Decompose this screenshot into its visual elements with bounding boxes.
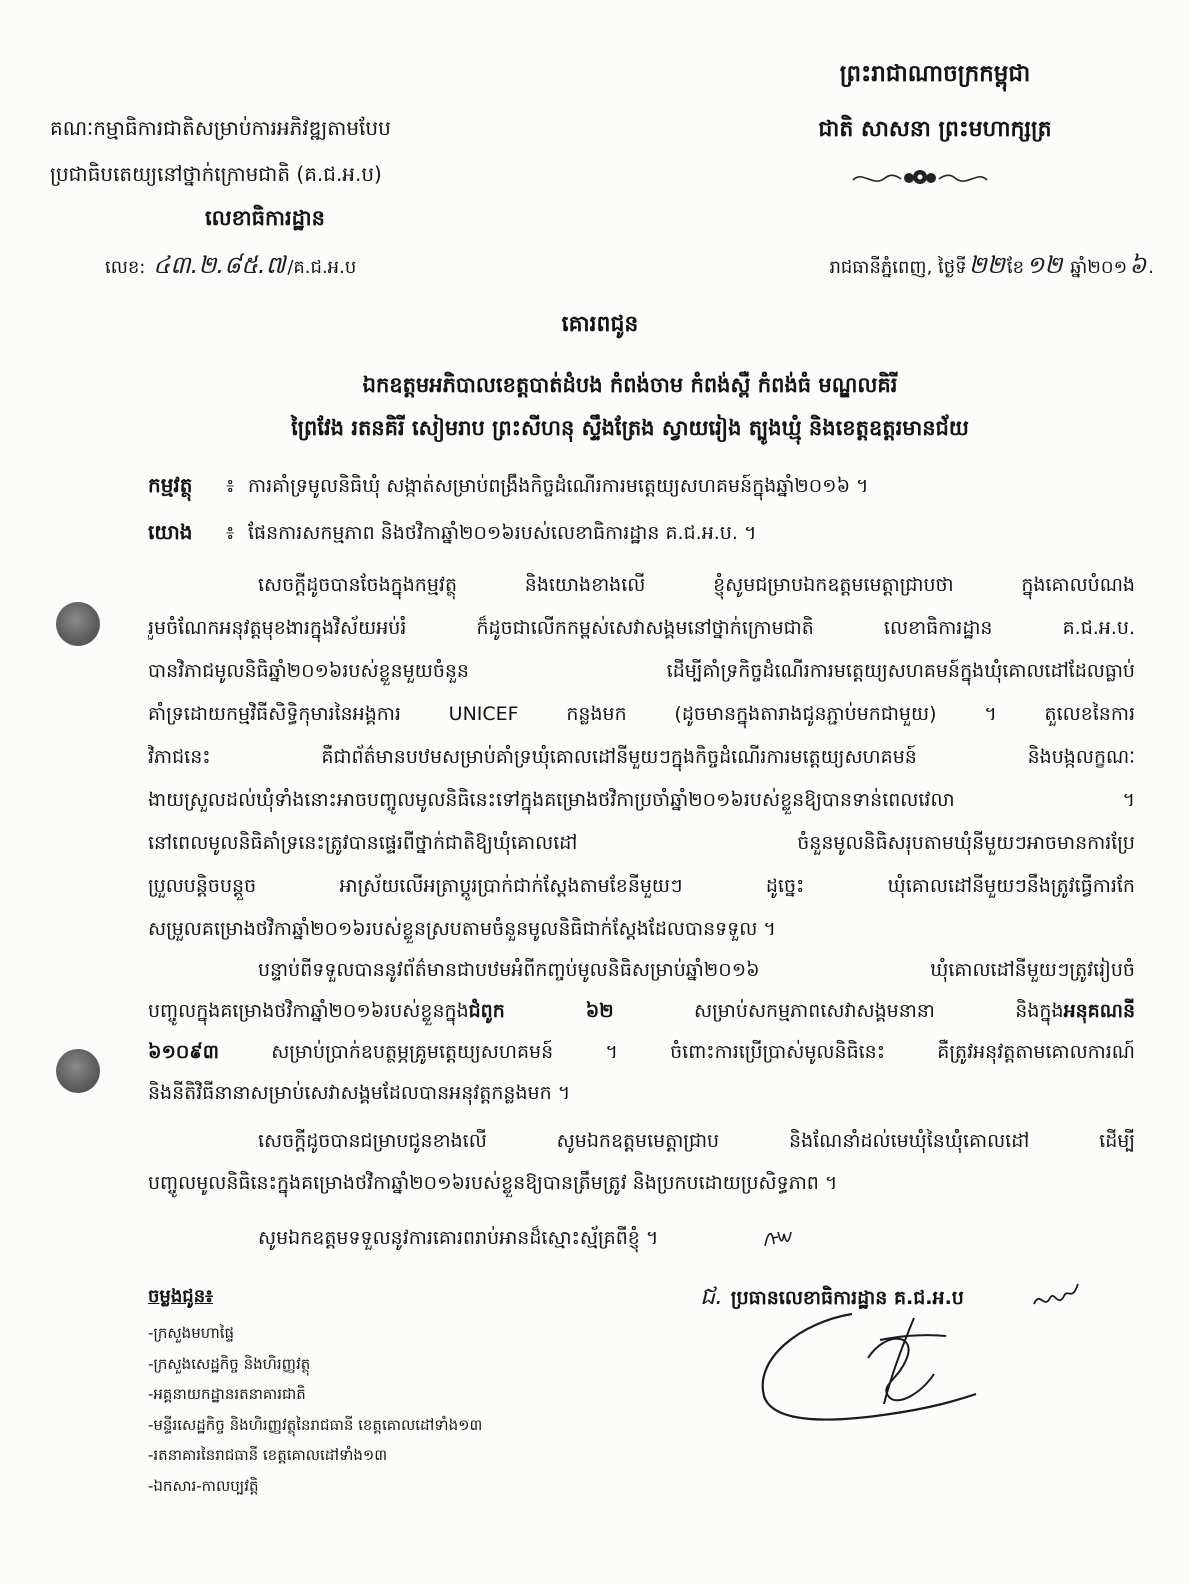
reference-line <box>148 514 1138 551</box>
national-motto: ជាតិ សាសនា ព្រះមហាក្សត្រ <box>818 117 1052 142</box>
paragraph-line: ងាយស្រួលដល់ឃុំទាំងនោះអាចបញ្ចូលមូលនិធិនេះទៅក្នុងគម្រោងថវិកាប្រចាំឆ្នាំ២០១៦របស់ខ្លួនឱ្យបានទាន់ពេលវេលា ។ <box>148 789 1135 811</box>
paragraph-line <box>148 1032 1135 1073</box>
reference-number-label: លេខ: <box>105 257 146 278</box>
paragraph-line: សេចក្តីដូចបានចែងក្នុងកម្មវត្ថុ និងយោងខាងលើ ខ្ញុំសូមជម្រាបឯកឧត្តមមេត្តាជ្រាបថា ក្នុងគោលបំណង <box>258 574 1135 596</box>
text-segment: សម្រាប់សកម្មភាពសេវាសង្គមនានា និងក្នុង <box>613 1000 1064 1022</box>
paragraph-line: គាំទ្រដោយកម្មវិធីសិទ្ធិកុមារនៃអង្គការ UNICEF កន្លងមក (ដូចមានក្នុងតារាងជូនភ្ជាប់មកជាមួយ) ។ តួលេខនៃការ <box>148 703 1135 725</box>
department-name: លេខាធិការដ្ឋាន <box>205 206 325 230</box>
letter-date <box>676 247 1154 286</box>
cc-title: ចម្លងជូន៖ <box>148 1286 214 1307</box>
recipients-line-1: ឯកឧត្តមអភិបាលខេត្តបាត់ដំបង កំពង់ចាម កំពង់ស្ពឺ កំពង់ធំ មណ្ឌលគិរី <box>362 373 898 397</box>
organisation-name-line-1: គណៈកម្មាធិការជាតិសម្រាប់ការអភិវឌ្ឍតាមបែប <box>50 116 391 140</box>
paragraph-line: រួមចំណែកអនុវត្តមុខងារក្នុងវិស័យអប់រំ ក៏ដូចជាលើកកម្ពស់សេវាសង្គមនៅថ្នាក់ក្រោមជាតិ លេខាធិការដ្ឋាន គ.ជ.អ.ប. <box>148 617 1135 639</box>
text-segment: បញ្ចូលក្នុងគម្រោងថវិកាឆ្នាំ២០១៦របស់ខ្លួនក្នុង <box>148 1000 469 1022</box>
signatory-prefix-handwritten: ជ. <box>700 1282 723 1310</box>
signatory-position: ប្រធានលេខាធិការដ្ឋាន គ.ជ.អ.ប <box>730 1287 964 1309</box>
signatory-initials-icon <box>1030 1280 1082 1316</box>
date-end: . <box>1148 257 1154 278</box>
chapter-number: ជំពូក ៦២ <box>468 1000 614 1022</box>
text-segment: សម្រាប់ប្រាក់ឧបត្ថម្ភគ្រូមត្តេយ្យសហគមន៍ ។ ចំពោះការប្រើប្រាស់មូលនិធិនេះ គឺត្រូវអនុវត្តតាមគោលការណ៍ <box>218 1041 1135 1063</box>
salutation: គោរពជូន <box>561 312 639 337</box>
paragraph-line: ប្រួលបន្តិចបន្តួច អាស្រ័យលើអត្រាប្តូរប្រាក់ជាក់ស្តែងតាមខែនីមួយៗ ដូច្នេះ ឃុំគោលដៅនីមួយៗនឹងត្រូវធ្វើការកែ <box>148 875 1135 897</box>
sub-account-label: អនុគណនី <box>1063 1000 1135 1022</box>
subject-line <box>148 467 1138 504</box>
paragraph-line: និងនីតិវិធីនានាសម្រាប់សេវាសង្គមដែលបានអនុវត្តកន្លងមក ។ <box>148 1082 571 1104</box>
subject-label: កម្មវត្ថុ <box>148 473 193 497</box>
cc-item: -រតនាគារនៃរាជធានី ខេត្តគោលដៅទាំង១៣ <box>148 1446 388 1464</box>
date-day: ២២ <box>968 251 1005 279</box>
paragraph-line: បន្ទាប់ពីទទួលបាននូវព័ត៌មានជាបឋមអំពីកញ្ចប់មូលនិធិសម្រាប់ឆ្នាំ២០១៦ ឃុំគោលដៅនីមួយៗត្រូវរៀបចំ <box>258 959 1135 981</box>
subject-separator: ៖ <box>226 475 235 497</box>
cc-item: -ក្រសួងសេដ្ឋកិច្ច និងហិរញ្ញវត្ថុ <box>148 1354 311 1373</box>
paragraph-line: សេចក្តីដូចបានជម្រាបជូនខាងលើ សូមឯកឧត្តមមេត្តាជ្រាប និងណែនាំដល់មេឃុំនៃឃុំគោលដៅ ដើម្បី <box>258 1130 1135 1152</box>
paragraph-line: បានវិភាជមូលនិធិឆ្នាំ២០១៦របស់ខ្លួនមួយចំនួន ដើម្បីគាំទ្រកិច្ចដំណើរការមត្តេយ្យសហគមន៍ក្នុងឃុំគោលដៅដែលធ្លាប់ <box>148 660 1135 682</box>
date-year-label: ឆ្នាំ២០១ <box>1070 257 1128 278</box>
paragraph-line: វិភាជនេះ គឺជាព័ត៌មានបឋមសម្រាប់គាំទ្រឃុំគោលដៅនីមួយៗក្នុងកិច្ចដំណើរការមត្តេយ្យសហគមន៍ និងបង្កលក្ខណៈ <box>148 746 1135 768</box>
body-paragraph-2 <box>148 950 1135 1114</box>
reference-number <box>105 247 545 286</box>
date-month-label: ខែ <box>1006 257 1025 278</box>
organisation-name-line-2: ប្រជាធិបតេយ្យនៅថ្នាក់ក្រោមជាតិ (គ.ជ.អ.ប) <box>50 162 382 186</box>
punch-hole-bottom <box>56 1049 100 1093</box>
cc-list <box>148 1318 668 1501</box>
date-prefix: រាជធានីភ្នំពេញ, ថ្ងៃទី <box>829 257 967 278</box>
body-paragraph-1 <box>148 564 1135 951</box>
date-year-digit: ៦ <box>1129 251 1147 279</box>
reference-separator: ៖ <box>226 522 235 544</box>
initials-icon <box>762 1224 794 1252</box>
paragraph-line: សម្រួលគម្រោងថវិកាឆ្នាំ២០១៦របស់ខ្លួនស្របតាមចំនួនមូលនិធិជាក់ស្តែងដែលបានទទួល ។ <box>148 918 776 940</box>
reference-text: ផែនការសកម្មភាព និងថវិកាឆ្នាំ២០១៦របស់លេខាធិការដ្ឋាន គ.ជ.អ.ប. ។ <box>248 522 757 544</box>
cc-item: -មន្ទីរសេដ្ឋកិច្ច និងហិរញ្ញវត្ថុនៃរាជធានី ខេត្តគោលដៅទាំង១៣ <box>148 1415 483 1434</box>
sub-account-number: ៦១០៩៣ <box>148 1041 219 1063</box>
reference-label: យោង <box>148 520 193 544</box>
closing-line: សូមឯកឧត្តមទទួលនូវការគោរពរាប់អានដ៏ស្មោះស្ម័គ្រពីខ្ញុំ ។ <box>258 1227 659 1249</box>
punch-hole-top <box>56 602 100 646</box>
subject-text: ការគាំទ្រមូលនិធិឃុំ សង្កាត់សម្រាប់ពង្រឹងកិច្ចដំណើរការមត្តេយ្យសហគមន៍ក្នុងឆ្នាំ២០១៦ ។ <box>248 475 869 497</box>
signature-icon <box>740 1300 1000 1435</box>
paragraph-line: នៅពេលមូលនិធិគាំទ្រនេះត្រូវបានផ្ទេរពីថ្នាក់ជាតិឱ្យឃុំគោលដៅ ចំនួនមូលនិធិសរុបតាមឃុំនីមួយៗអាចមានការប្រែ <box>148 832 1135 854</box>
cc-item: -ក្រសួងមហាផ្ទៃ <box>148 1324 235 1342</box>
paragraph-line: បញ្ចូលមូលនិធិនេះក្នុងគម្រោងថវិកាឆ្នាំ២០១៦របស់ខ្លួនឱ្យបានត្រឹមត្រូវ និងប្រកបដោយប្រសិទ្ធភាព ។ <box>148 1172 838 1194</box>
cc-item: -អគ្គនាយកដ្ឋានរតនាគារជាតិ <box>148 1385 306 1403</box>
ornament-icon <box>845 164 995 192</box>
kingdom-heading: ព្រះរាជាណាចក្រកម្ពុជា <box>839 61 1031 87</box>
reference-number-suffix: /គ.ជ.អ.ប <box>287 257 357 278</box>
date-month: ១២ <box>1026 251 1063 279</box>
recipients-line-2: ព្រៃវែង រតនគិរី សៀមរាប ព្រះសីហនុ ស្ទឹងត្រែង ស្វាយរៀង ត្បូងឃ្មុំ និងខេត្តឧត្តរមានជ័យ <box>291 416 969 440</box>
paragraph-line <box>148 991 1135 1032</box>
reference-number-handwritten: ៤៣.២.៨៥.៧ <box>153 251 286 279</box>
cc-item: -ឯកសារ-កាលប្បវត្តិ <box>148 1476 259 1495</box>
body-paragraph-3 <box>148 1120 1135 1204</box>
